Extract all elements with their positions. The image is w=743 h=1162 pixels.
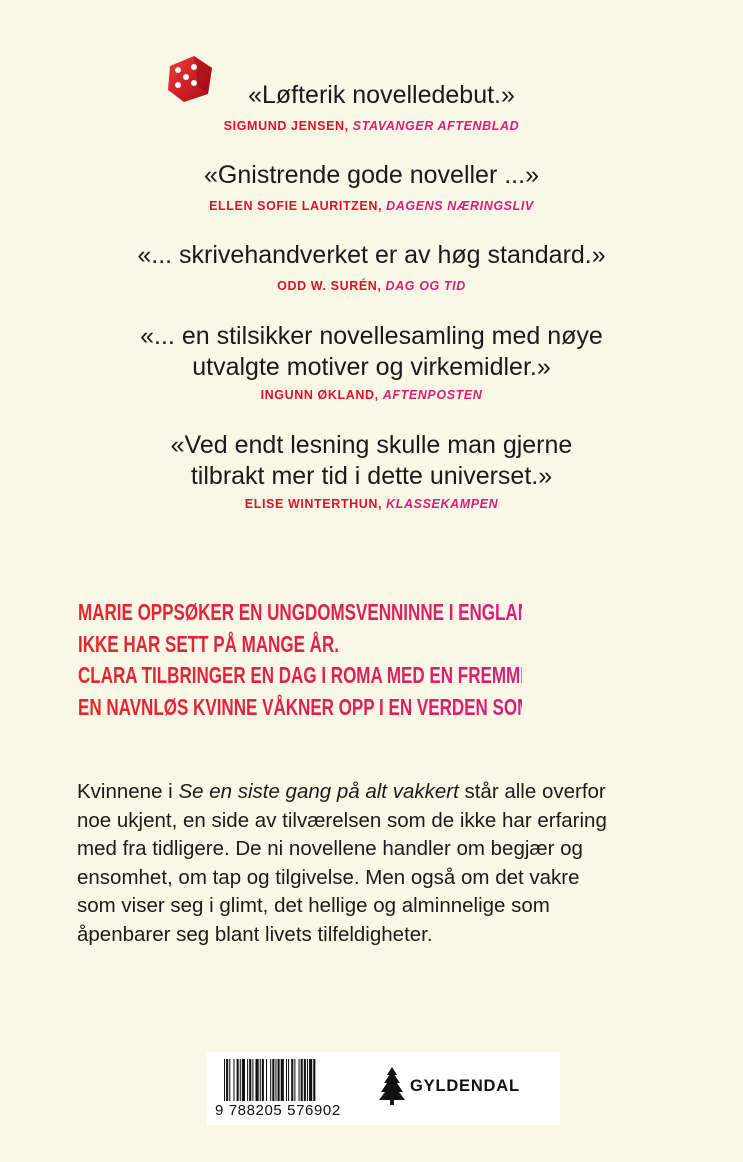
barcode-bar <box>307 1059 308 1101</box>
reviewer-name: INGUNN ØKLAND <box>260 388 375 402</box>
barcode-bar <box>224 1059 225 1101</box>
review-quote: «Løfterik novelledebut.» <box>248 81 515 109</box>
review-source <box>0 119 743 133</box>
teaser-line: MARIE OPPSØKER EN UNGDOMSVENNINNE I ENGLAND SOM HUN <box>78 597 522 629</box>
blurb-line: med fra tidligere. De ni novellene handler om begjær og <box>77 837 583 861</box>
barcode <box>224 1059 366 1101</box>
barcode-bar <box>252 1059 253 1101</box>
book-title: Se en siste gang på alt vakkert <box>178 780 459 803</box>
barcode-bar <box>278 1059 280 1101</box>
blurb-line: ensomhet, om tap og tilgivelse. Men også om det vakre <box>77 865 580 889</box>
barcode-bar <box>249 1059 251 1101</box>
barcode-bar <box>256 1059 259 1101</box>
separator: , <box>377 497 387 511</box>
publication-name: AFTENPOSTEN <box>382 388 483 402</box>
review-quote-line: utvalgte motiver og virkemidler.» <box>192 353 551 381</box>
review-quote-line: «... en stilsikker novellesamling med nøye <box>140 322 603 350</box>
reviewer-name: ELLEN SOFIE LAURITZEN <box>209 199 378 213</box>
blurb-text: Kvinnene i <box>77 780 179 803</box>
blurb-line: noe ukjent, en side av tilværelsen som de ikke har erfaring <box>77 808 607 832</box>
separator: , <box>377 279 386 293</box>
barcode-bar <box>237 1059 239 1101</box>
barcode-bar <box>288 1059 289 1101</box>
publication-name: DAGENS NÆRINGSLIV <box>386 199 534 213</box>
barcode-bar <box>272 1059 274 1101</box>
review-source <box>0 388 743 402</box>
barcode-bar <box>313 1059 315 1101</box>
teaser-line: EN NAVNLØS KVINNE VÅKNER OPP I EN VERDEN SOM ER FORANDRET. <box>78 692 522 724</box>
barcode-bar <box>270 1059 271 1101</box>
blurb-text: står alle overfor <box>458 780 606 803</box>
barcode-bar <box>309 1059 312 1101</box>
review-quote: «Gnistrende gode noveller ...» <box>204 161 539 189</box>
barcode-bar <box>226 1059 228 1101</box>
blurb-line: åpenbarer seg blant livets tilfeldigheter. <box>77 922 433 946</box>
publication-name: STAVANGER AFTENBLAD <box>352 119 520 133</box>
teaser-line: IKKE HAR SETT PÅ MANGE ÅR. <box>78 629 522 661</box>
barcode-bar <box>286 1059 287 1101</box>
reviewer-name: ODD W. SURÉN <box>277 279 378 293</box>
review-source <box>0 497 743 511</box>
barcode-bar <box>233 1059 234 1101</box>
barcode-bar <box>242 1059 245 1101</box>
barcode-bar <box>260 1059 261 1101</box>
publisher-name: GYLDENDAL <box>410 1077 520 1095</box>
reviewer-name: SIGMUND JENSEN <box>223 119 345 133</box>
barcode-bar <box>262 1059 264 1101</box>
publication-name: DAG OG TID <box>385 279 466 293</box>
teaser-line: CLARA TILBRINGER EN DAG I ROMA MED EN FREMMED MANN. <box>78 660 522 692</box>
barcode-bar <box>304 1059 306 1101</box>
barcode-bar <box>281 1059 284 1101</box>
barcode-bar <box>291 1059 293 1101</box>
review-quote-line: tilbrakt mer tid i dette universet.» <box>190 462 553 490</box>
barcode-bar <box>275 1059 276 1101</box>
barcode-bar <box>240 1059 241 1101</box>
barcode-bar <box>299 1059 300 1101</box>
barcode-bar <box>229 1059 230 1101</box>
isbn-number: 9 788205 576902 <box>215 1102 341 1119</box>
review-quote-line: «Ved endt lesning skulle man gjerne <box>170 431 573 459</box>
separator: , <box>377 199 387 213</box>
barcode-panel <box>207 1052 560 1125</box>
teaser-block <box>78 597 678 723</box>
blurb-line: som viser seg i glimt, det hellige og alminnelige som <box>77 894 550 918</box>
barcode-bar <box>266 1059 267 1101</box>
tree-logo-icon <box>378 1066 406 1106</box>
review-source <box>0 199 743 213</box>
barcode-bar <box>301 1059 303 1101</box>
separator: , <box>344 119 353 133</box>
blurb-paragraph <box>77 778 697 950</box>
review-quote: «... skrivehandverket er av høg standard.» <box>137 241 606 269</box>
separator: , <box>374 388 383 402</box>
barcode-bar <box>247 1059 248 1101</box>
blurb-line <box>77 778 697 807</box>
reviewer-name: ELISE WINTERTHUN <box>244 497 378 511</box>
review-source <box>0 279 743 293</box>
publication-name: KLASSEKAMPEN <box>386 497 499 511</box>
barcode-bar <box>294 1059 295 1101</box>
